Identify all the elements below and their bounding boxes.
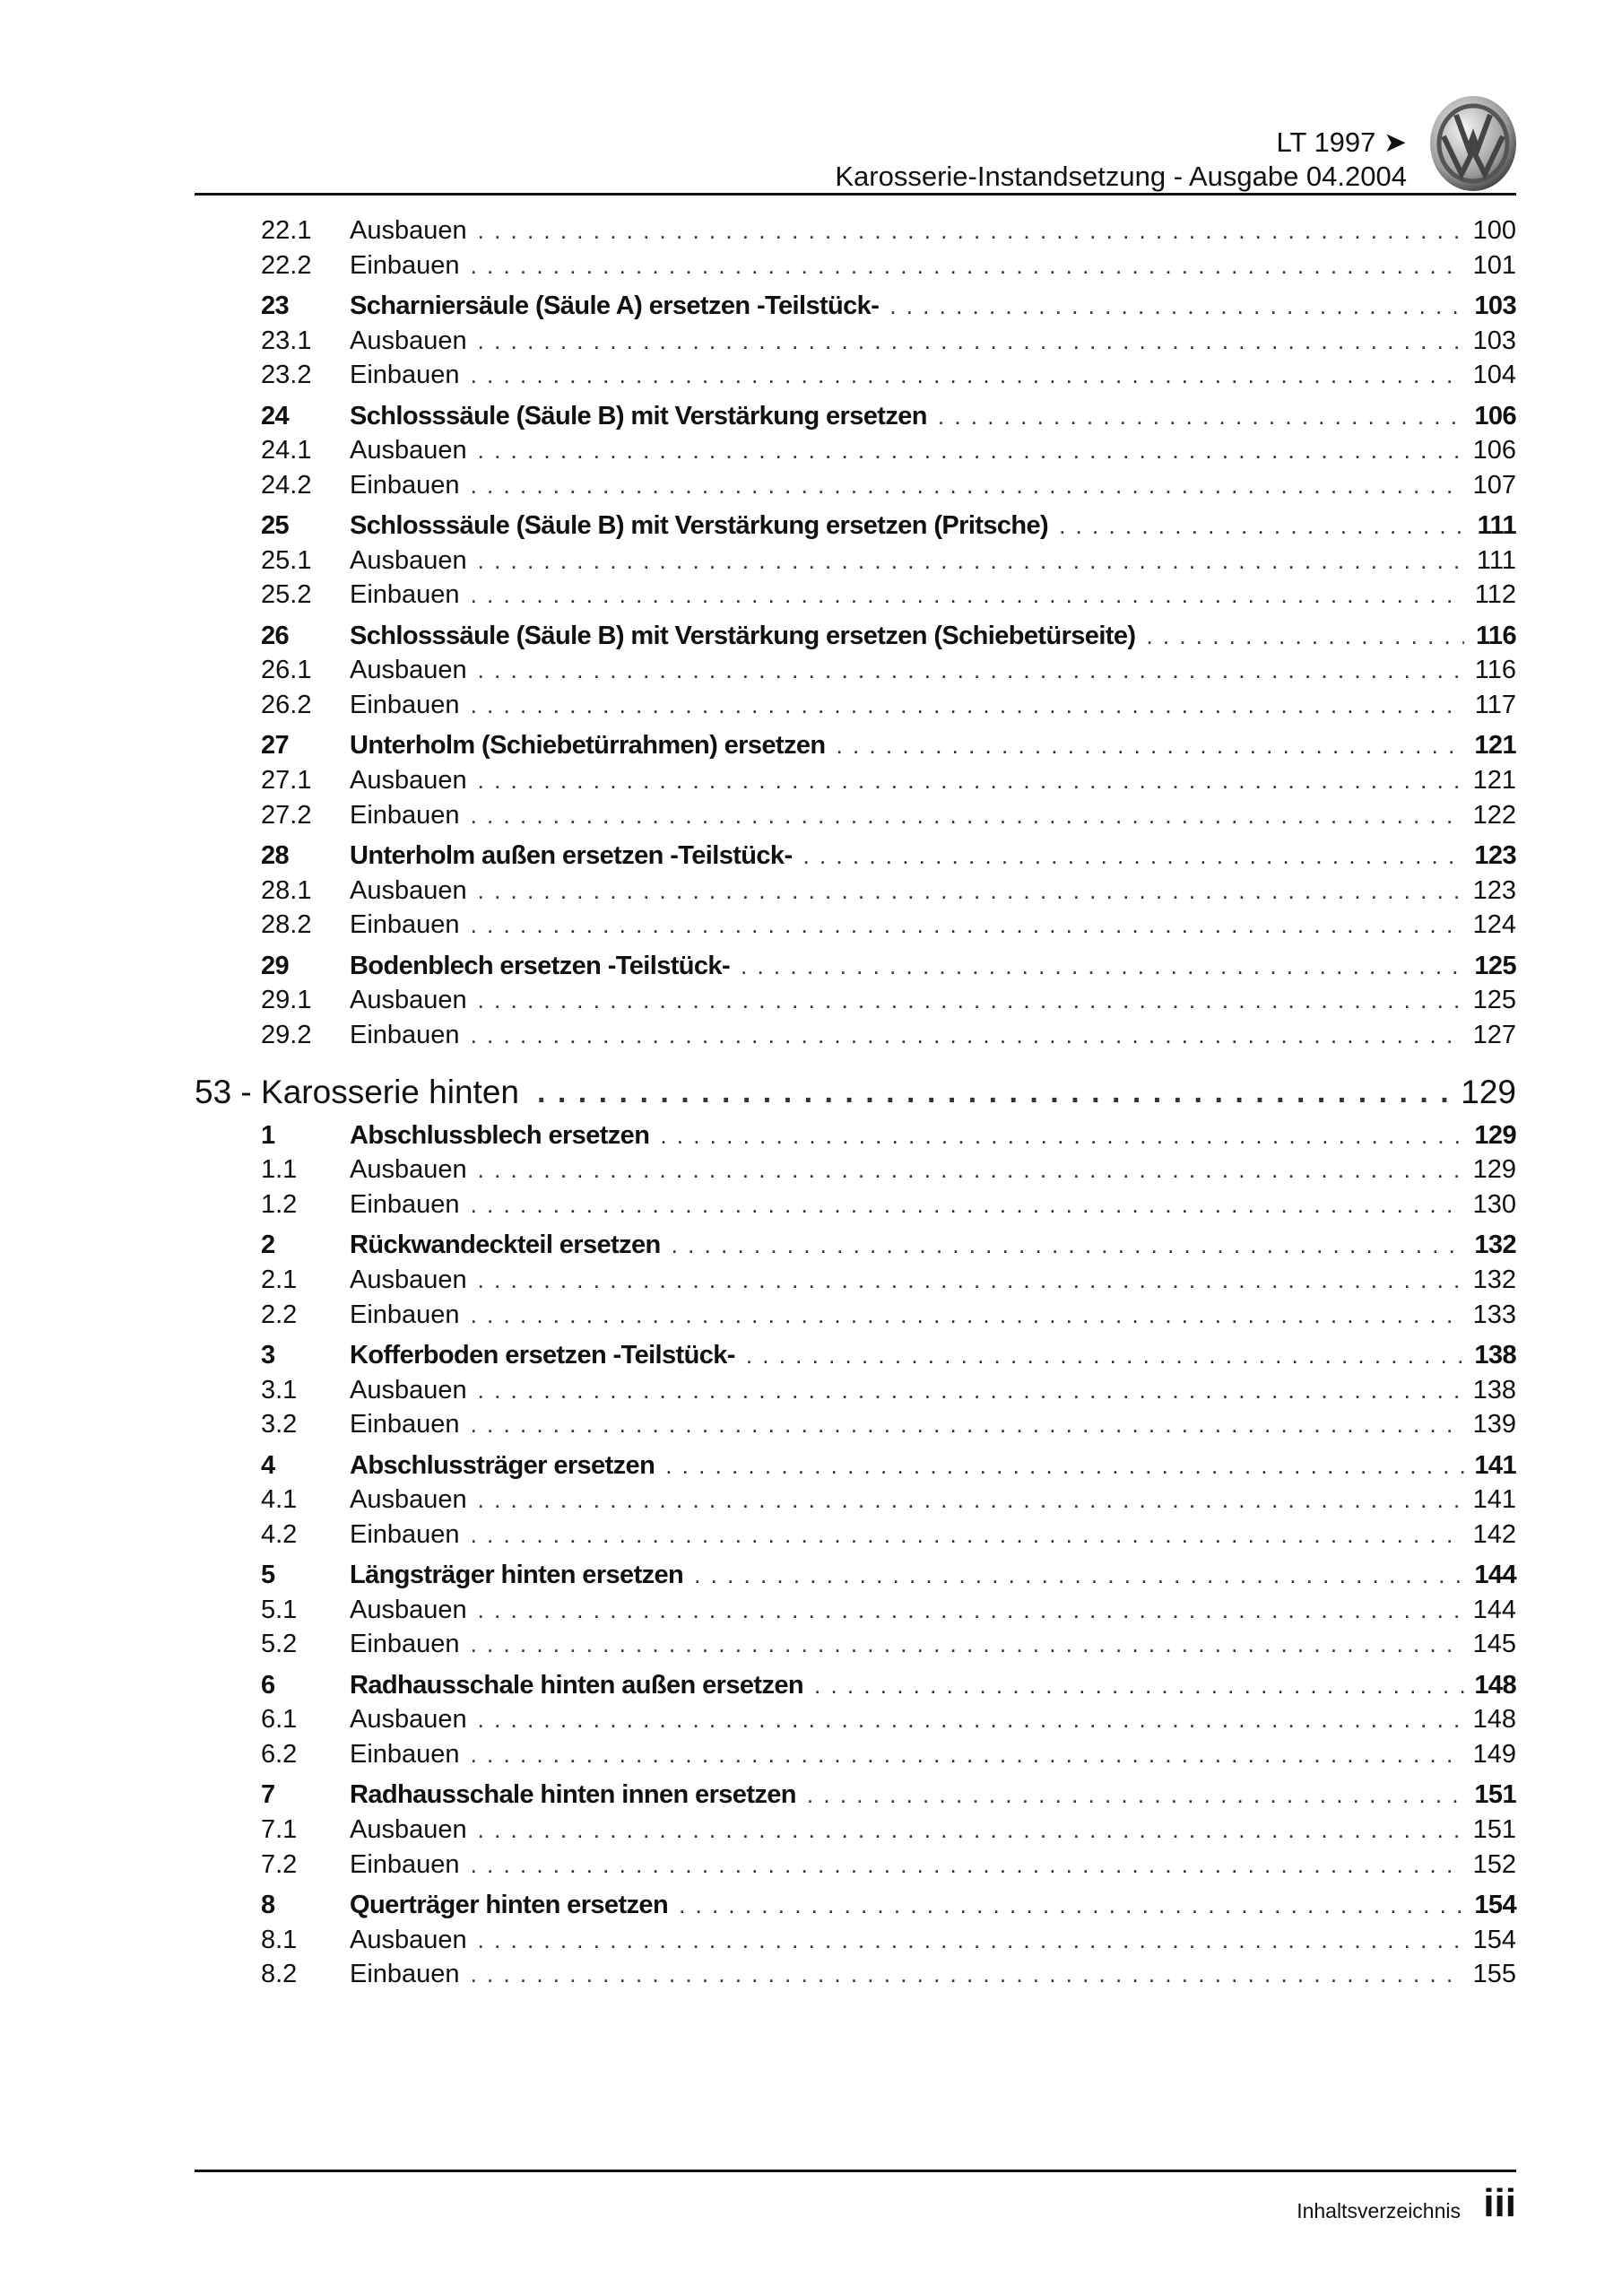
toc-entry-title: Einbauen [350,691,460,719]
dot-leader [478,544,1464,578]
toc-entry-page: 144 [1472,1595,1516,1624]
toc-entry-page: 130 [1472,1190,1516,1219]
toc-entry-page: 125 [1472,986,1516,1015]
toc-entry[interactable] [261,1152,1516,1187]
toc-entry-page: 129 [1474,1120,1516,1150]
dot-leader [665,1448,1464,1483]
document-title: LT 1997 ➤ [1276,126,1407,158]
toc-entry-title: Einbauen [350,1960,460,1989]
dot-leader [814,1668,1464,1702]
toc-entry-number: 23.1 [261,326,312,355]
toc-entry[interactable] [261,324,1516,358]
toc-entry[interactable] [261,289,1516,323]
toc-entry[interactable] [261,544,1516,578]
toc-entry-title: Einbauen [350,1630,460,1659]
toc-entry[interactable] [261,908,1516,942]
toc-entry[interactable] [261,1483,1516,1517]
toc-entry-page: 155 [1472,1960,1516,1989]
toc-entry[interactable] [261,983,1516,1017]
toc-entry-page: 142 [1472,1519,1516,1549]
toc-entry-title: Einbauen [350,470,460,500]
footer-rule [195,2170,1516,2172]
toc-entry-number: 25.1 [261,545,312,575]
toc-entry-title: Abschlussblech ersetzen [350,1120,650,1150]
dot-leader [478,1373,1464,1407]
toc-entry-number: 3.2 [261,1410,298,1439]
toc-entry[interactable] [261,358,1516,392]
toc-entry[interactable] [261,1627,1516,1661]
toc-entry[interactable] [261,1263,1516,1297]
toc-entry-page: 152 [1472,1849,1516,1879]
toc-entry-page: 112 [1474,580,1516,610]
toc-entry-page: 144 [1474,1561,1516,1590]
toc-entry-number: 26 [261,621,290,650]
dot-leader [471,1018,1464,1052]
toc-entry[interactable] [261,399,1516,433]
toc-entry-title: Ausbauen [350,656,467,685]
toc-entry[interactable] [261,578,1516,612]
toc-entry-number: 6.2 [261,1740,298,1769]
dot-leader [478,1923,1464,1957]
toc-entry-number: 6 [261,1670,275,1700]
toc-entry-number: 22.1 [261,216,312,245]
toc-entry-page: 149 [1472,1740,1516,1769]
toc-entry-title: Einbauen [350,361,460,390]
toc-entry[interactable] [261,1848,1516,1882]
dot-leader [746,1338,1464,1372]
toc-entry-title: Längsträger hinten ersetzen [350,1561,684,1590]
toc-entry-number: 23 [261,291,290,320]
toc-entry-page: 125 [1474,951,1516,980]
toc-entry[interactable] [261,1118,1516,1152]
toc-entry-page: 106 [1474,401,1516,430]
toc-entry-number: 1 [261,1120,275,1150]
toc-entry-page: 124 [1472,910,1516,940]
toc-entry-number: 26.2 [261,691,312,719]
toc-entry-number: 24.2 [261,470,312,500]
dot-leader [471,908,1464,942]
toc-entry-page: 148 [1474,1670,1516,1700]
toc-entry-title: Ausbauen [350,875,467,905]
toc-entry-number: 23.2 [261,361,312,390]
dot-leader [1146,619,1464,653]
dot-leader [478,1152,1464,1187]
toc-entry-title: Kofferboden ersetzen -Teilstück- [350,1341,735,1370]
dot-leader [478,983,1464,1017]
toc-entry-title: Einbauen [350,800,460,830]
dot-leader [478,213,1464,248]
dot-leader [478,763,1464,797]
toc-entry-page: 151 [1472,1815,1516,1844]
toc-entry-number: 27.2 [261,800,312,830]
toc-entry-number: 2 [261,1231,275,1260]
toc-entry-title: Ausbauen [350,1265,467,1294]
toc-entry[interactable] [261,468,1516,502]
dot-leader [478,1702,1464,1736]
dot-leader [471,1518,1464,1552]
toc-entry-number: 8.1 [261,1925,298,1954]
toc-entry[interactable] [261,1888,1516,1922]
dot-leader [471,358,1464,392]
toc-entry[interactable] [261,1957,1516,1991]
toc-entry-number: 2.1 [261,1265,298,1294]
toc-entry-title: Rückwandeckteil ersetzen [350,1231,661,1260]
toc-entry-page: 127 [1472,1020,1516,1049]
toc-entry[interactable] [261,798,1516,832]
toc-entry-title: Einbauen [350,1020,460,1049]
toc-entry[interactable] [261,433,1516,467]
toc-entry[interactable] [261,1338,1516,1372]
toc-entry-page: 129 [1461,1073,1516,1110]
toc-entry-title: Ausbauen [350,436,467,465]
toc-entry-title: Schlosssäule (Säule B) mit Verstärkung ersetzen (Schiebetürseite) [350,621,1136,650]
toc-entry-number: 7.2 [261,1849,298,1879]
toc-entry-page: 116 [1474,656,1516,685]
dot-leader [478,1483,1464,1517]
dot-leader [478,324,1464,358]
toc-entry[interactable] [261,1923,1516,1957]
toc-entry-number: 5.2 [261,1630,298,1659]
toc-entry-title: Bodenblech ersetzen -Teilstück- [350,951,731,980]
toc-entry[interactable] [261,1737,1516,1771]
toc-entry-page: 100 [1472,216,1516,245]
toc-entry-number: 1.1 [261,1155,298,1185]
toc-entry-page: 116 [1476,621,1516,650]
toc-entry-number: 28.1 [261,875,312,905]
dot-leader [478,1593,1464,1627]
toc-entry[interactable] [261,949,1516,983]
dot-leader [694,1558,1464,1592]
toc-entry-title: Ausbauen [350,1485,467,1515]
toc-entry-title: Schlosssäule (Säule B) mit Verstärkung ersetzen (Pritsche) [350,511,1049,541]
toc-entry-number: 8 [261,1891,275,1919]
toc-entry-number: 5 [261,1561,275,1590]
dot-leader [471,248,1464,283]
toc-entry[interactable] [261,1518,1516,1552]
toc-entry-title: Einbauen [350,910,460,940]
dot-leader [471,1957,1464,1991]
toc-entry[interactable] [261,1668,1516,1702]
toc-entry-title: Ausbauen [350,326,467,355]
toc-entry-number: 29 [261,951,290,980]
toc-entry-title: Querträger hinten ersetzen [350,1891,669,1919]
toc-entry-page: 145 [1472,1630,1516,1659]
toc-entry-page: 151 [1474,1780,1516,1810]
toc-entry-page: 121 [1472,766,1516,795]
toc-entry-number: 4.1 [261,1485,298,1515]
toc-entry-page: 111 [1476,545,1516,575]
toc-entry[interactable] [261,1373,1516,1407]
toc-entry-title: Scharniersäule (Säule A) ersetzen -Teilstück- [350,291,880,320]
toc-entry[interactable] [261,1558,1516,1592]
toc-entry[interactable] [261,248,1516,283]
toc-entry-page: 107 [1472,470,1516,500]
document-subtitle: Karosserie-Instandsetzung - Ausgabe 04.2004 [835,161,1407,192]
toc-entry-title: Ausbauen [350,1155,467,1185]
toc-entry-page: 104 [1472,361,1516,390]
toc-entry-title: Ausbauen [350,986,467,1015]
toc-entry[interactable] [261,1448,1516,1483]
dot-leader [478,874,1464,908]
dot-leader [679,1888,1464,1922]
toc-entry-title: 53 - Karosserie hinten [195,1073,519,1110]
toc-entry[interactable] [261,213,1516,248]
dot-leader [471,1407,1464,1441]
toc-entry-number: 24 [261,401,290,430]
toc-entry-title: Ausbauen [350,216,467,245]
toc-entry-title: Einbauen [350,580,460,610]
toc-entry-number: 26.1 [261,656,312,685]
dot-leader [478,653,1464,687]
toc-entry-title: Ausbauen [350,1815,467,1844]
toc-entry-page: 154 [1472,1925,1516,1954]
dot-leader [478,1263,1464,1297]
toc-entry[interactable] [261,874,1516,908]
toc-entry-title: Abschlussträger ersetzen [350,1450,655,1480]
toc-entry-number: 2.2 [261,1300,298,1329]
toc-entry-title: Schlosssäule (Säule B) mit Verstärkung ersetzen [350,401,927,430]
dot-leader [741,949,1464,983]
header-rule [195,193,1516,196]
dot-leader [1059,509,1464,543]
toc-entry-number: 5.1 [261,1595,298,1624]
toc-entry-number: 7 [261,1780,275,1810]
toc-entry[interactable] [261,839,1516,873]
toc-entry-page: 132 [1474,1231,1516,1260]
dot-leader [471,1627,1464,1661]
toc-entry-title: Unterholm außen ersetzen -Teilstück- [350,841,793,870]
toc-entry[interactable] [261,1593,1516,1627]
toc-entry[interactable] [261,509,1516,543]
toc-entry-page: 141 [1474,1450,1516,1480]
toc-entry[interactable] [261,1187,1516,1222]
toc-entry-number: 27 [261,731,290,761]
dot-leader [803,839,1464,873]
toc-entry-title: Radhausschale hinten außen ersetzen [350,1670,803,1700]
toc-entry-page: 121 [1474,731,1516,761]
toc-entry[interactable] [261,1298,1516,1332]
toc-entry-title: Einbauen [350,1740,460,1769]
toc-entry-number: 3.1 [261,1375,298,1405]
toc-entry-number: 28.2 [261,910,312,940]
toc-chapter-entry[interactable] [195,1072,1516,1113]
toc-entry-page: 122 [1472,800,1516,830]
toc-entry-title: Einbauen [350,1300,460,1329]
toc-entry[interactable] [261,1228,1516,1262]
dot-leader [478,1813,1464,1847]
toc-entry-page: 141 [1472,1485,1516,1515]
dot-leader [471,1848,1464,1882]
toc-entry-page: 148 [1472,1705,1516,1735]
toc-entry-page: 123 [1474,841,1516,870]
toc-entry-page: 111 [1477,511,1516,541]
dot-leader [478,433,1464,467]
toc-entry-title: Unterholm (Schiebetürrahmen) ersetzen [350,731,826,761]
toc-entry-page: 154 [1474,1891,1516,1919]
toc-entry[interactable] [261,619,1516,653]
toc-entry-number: 4.2 [261,1519,298,1549]
toc-entry-number: 4 [261,1450,275,1480]
toc-entry-page: 123 [1472,875,1516,905]
toc-entry-title: Einbauen [350,1519,460,1549]
toc-entry-title: Radhausschale hinten innen ersetzen [350,1780,796,1810]
toc-entry[interactable] [261,728,1516,762]
toc-entry-page: 103 [1474,291,1516,320]
toc-entry[interactable] [261,1702,1516,1736]
toc-entry-title: Ausbauen [350,1595,467,1624]
toc-entry[interactable] [261,1778,1516,1812]
dot-leader [837,728,1464,762]
toc-entry-number: 1.2 [261,1190,298,1219]
toc-entry-number: 28 [261,841,290,870]
toc-entry-page: 139 [1472,1410,1516,1439]
toc-entry[interactable] [261,1018,1516,1052]
dot-leader [807,1778,1464,1812]
toc-entry-page: 106 [1472,436,1516,465]
toc-entry-number: 7.1 [261,1815,298,1844]
dot-leader [471,688,1464,722]
toc-entry[interactable] [261,688,1516,722]
toc-entry-number: 27.1 [261,766,312,795]
toc-entry[interactable] [261,763,1516,797]
toc-entry-page: 117 [1474,691,1516,719]
toc-entry-number: 29.1 [261,986,312,1015]
toc-entry-number: 29.2 [261,1020,312,1049]
vw-logo-icon [1429,95,1517,192]
toc-entry-title: Ausbauen [350,1375,467,1405]
toc-entry-title: Ausbauen [350,1705,467,1735]
dot-leader [471,1737,1464,1771]
footer-label: Inhaltsverzeichnis [1297,2199,1461,2222]
toc-entry-number: 22.2 [261,250,312,280]
toc-entry-number: 25 [261,511,290,541]
dot-leader [471,578,1464,612]
toc-entry-page: 129 [1472,1155,1516,1185]
toc-entry-title: Einbauen [350,1849,460,1879]
dot-leader [471,1187,1464,1222]
toc-entry-page: 138 [1474,1341,1516,1370]
dot-leader [471,468,1464,502]
dot-leader [889,289,1464,323]
toc-entry-number: 3 [261,1341,275,1370]
toc-entry[interactable] [261,653,1516,687]
toc-entry-page: 101 [1472,250,1516,280]
toc-entry-page: 103 [1472,326,1516,355]
toc-entry-title: Ausbauen [350,766,467,795]
footer-page-number: iii [1483,2181,1516,2225]
toc-entry-title: Einbauen [350,250,460,280]
toc-entry-number: 6.1 [261,1705,298,1735]
dot-leader [660,1118,1464,1152]
dot-leader [938,399,1464,433]
toc-entry-page: 138 [1472,1375,1516,1405]
toc-entry-page: 132 [1472,1265,1516,1294]
toc-entry[interactable] [261,1813,1516,1847]
toc-entry-title: Einbauen [350,1410,460,1439]
toc-entry-number: 24.1 [261,436,312,465]
toc-entry-page: 133 [1472,1300,1516,1329]
dot-leader [471,798,1464,832]
toc-entry-number: 25.2 [261,580,312,610]
toc-entry[interactable] [261,1407,1516,1441]
dot-leader [471,1298,1464,1332]
toc-entry-title: Ausbauen [350,545,467,575]
dot-leader [537,1072,1461,1113]
toc-entry-title: Einbauen [350,1190,460,1219]
toc-entry-title: Ausbauen [350,1925,467,1954]
dot-leader [672,1228,1464,1262]
toc-entry-number: 8.2 [261,1960,298,1989]
